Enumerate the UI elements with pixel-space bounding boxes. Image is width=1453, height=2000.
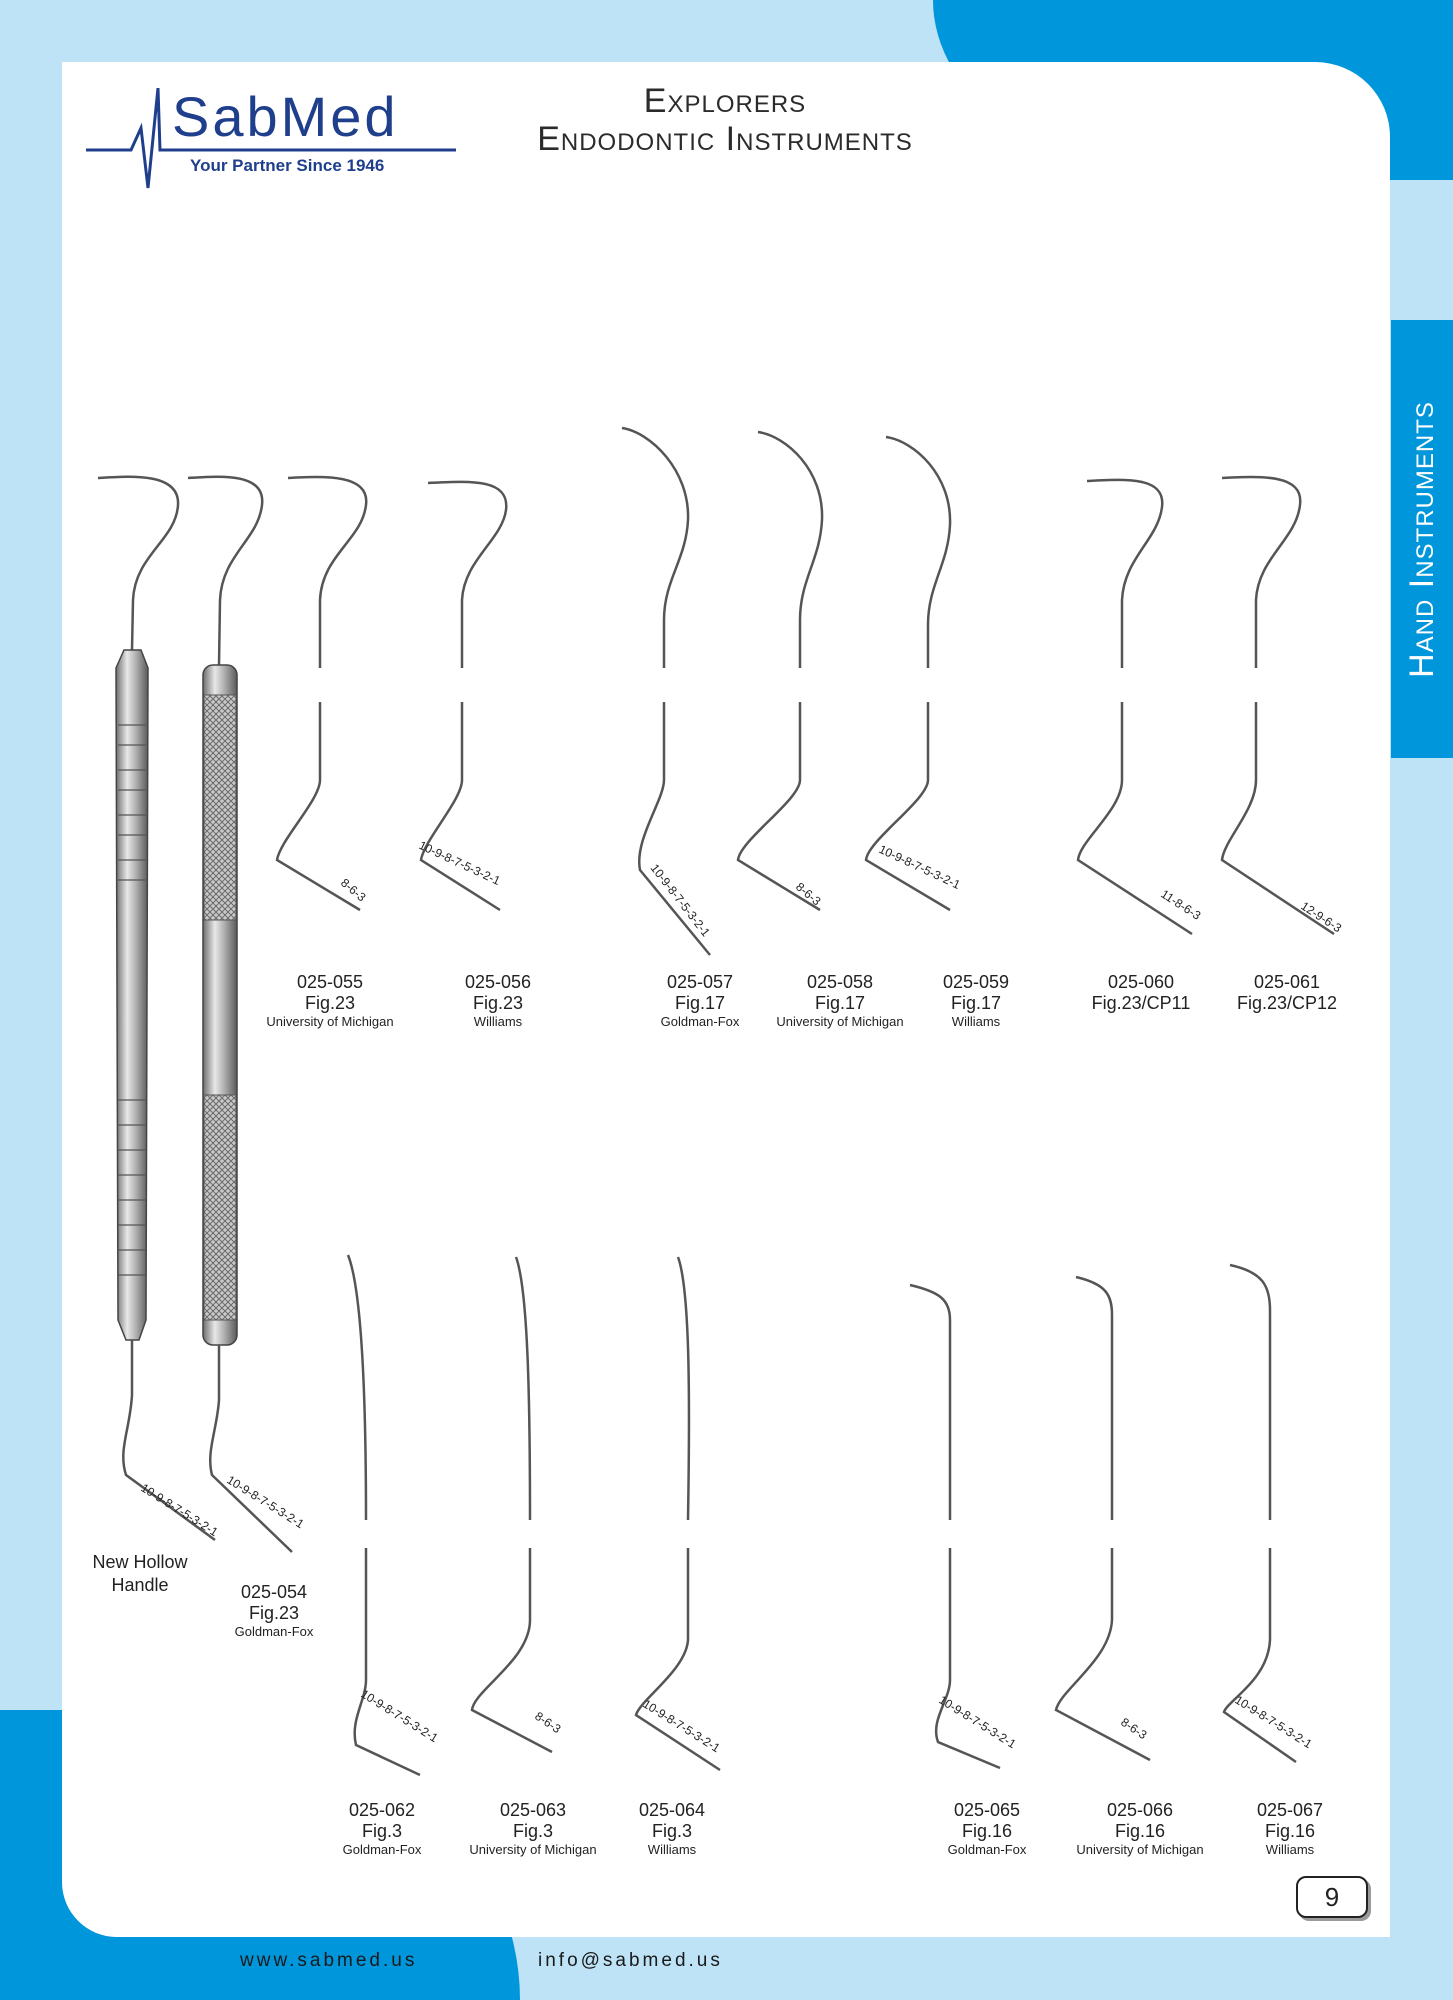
marks-025-064: 10-9-8-7-5-3-2-1 [640,1696,723,1756]
tip-025-060 [1078,480,1192,934]
marks-handle-hollow: 10-9-8-7-5-3-2-1 [138,1480,221,1540]
item-fig: Fig.17 [814,993,866,1013]
item-desc: Williams [1265,1842,1315,1857]
item-fig: Fig.16 [1114,1821,1166,1841]
marks-025-056: 10-9-8-7-5-3-2-1 [416,838,503,888]
item-desc: University of Michigan [469,1842,597,1857]
item-code: 025-062 [348,1800,416,1820]
caption-025-055 [250,972,410,1030]
hollow-handle-line1: New Hollow [92,1552,188,1572]
item-fig: Fig.17 [674,993,726,1013]
side-tab-label: Hand Instruments [1402,400,1441,678]
caption-025-065 [907,1800,1067,1858]
item-desc: University of Michigan [776,1014,904,1029]
item-desc: University of Michigan [266,1014,394,1029]
marks-025-066: 8-6-3 [1118,1714,1150,1743]
marks-025-058: 8-6-3 [793,879,824,909]
item-fig: Fig.3 [512,1821,554,1841]
item-desc: Williams [647,1842,697,1857]
footer-website[interactable]: www.sabmed.us [240,1950,418,1971]
tip-025-055 [277,477,366,910]
tip-025-059 [866,437,950,910]
item-fig: Fig.23/CP11 [1091,993,1191,1013]
item-fig: Fig.16 [1264,1821,1316,1841]
brand-tagline: Your Partner Since 1946 [190,156,385,175]
item-fig: Fig.3 [361,1821,403,1841]
caption-025-054 [194,1582,354,1640]
item-code: 025-060 [1107,972,1175,992]
marks-025-061: 12-9-6-3 [1298,898,1345,936]
brand-name: SabMed [172,85,399,148]
item-desc: University of Michigan [1076,1842,1204,1857]
item-desc: Goldman-Fox [947,1842,1027,1857]
item-code: 025-067 [1256,1800,1324,1820]
item-code: 025-056 [464,972,532,992]
item-fig: Fig.3 [651,1821,693,1841]
item-fig: Fig.23/CP12 [1236,993,1338,1013]
item-code: 025-063 [499,1800,567,1820]
item-code: 025-061 [1253,972,1321,992]
marks-025-060: 11-8-6-3 [1158,886,1204,923]
hollow-handle-instrument [98,477,215,1540]
caption-025-066 [1060,1800,1220,1858]
marks-025-063: 8-6-3 [532,1708,564,1737]
item-desc: Williams [473,1014,523,1029]
tip-025-067 [1224,1265,1296,1762]
marks-025-062: 10-9-8-7-5-3-2-1 [358,1686,441,1746]
item-fig: Fig.17 [950,993,1002,1013]
item-fig: Fig.23 [248,1603,300,1623]
caption-025-057 [620,972,780,1030]
marks-025-057: 10-9-8-7-5-3-2-1 [647,861,713,940]
tip-025-066 [1056,1277,1150,1760]
hollow-handle-note [78,1551,202,1597]
item-fig: Fig.16 [961,1821,1013,1841]
item-code: 025-064 [638,1800,706,1820]
caption-025-062 [302,1800,462,1858]
tip-025-063 [472,1257,552,1752]
item-code: 025-057 [666,972,734,992]
tip-025-065 [910,1285,1000,1768]
item-code: 025-065 [953,1800,1021,1820]
page-number: 9 [1296,1876,1368,1918]
caption-025-063 [453,1800,613,1858]
marks-025-054: 10-9-8-7-5-3-2-1 [224,1472,307,1532]
item-desc: Goldman-Fox [660,1014,740,1029]
caption-025-064 [592,1800,752,1858]
item-code: 025-054 [240,1582,308,1602]
item-code: 025-055 [296,972,364,992]
item-desc: Goldman-Fox [342,1842,422,1857]
caption-025-067 [1210,1800,1370,1858]
item-desc: Williams [951,1014,1001,1029]
item-code: 025-066 [1106,1800,1174,1820]
marks-025-065: 10-9-8-7-5-3-2-1 [936,1692,1019,1752]
marks-025-055: 8-6-3 [338,875,369,905]
page-title-line1: Explorers [643,82,807,120]
caption-025-059 [896,972,1056,1030]
tip-025-058 [738,432,822,910]
caption-025-061 [1207,972,1367,1014]
item-fig: Fig.23 [472,993,524,1013]
item-code: 025-058 [806,972,874,992]
caption-025-060 [1061,972,1221,1014]
hollow-handle-line2: Handle [111,1575,169,1595]
marks-025-067: 10-9-8-7-5-3-2-1 [1232,1692,1315,1752]
page-title-line2: Endodontic Instruments [537,120,913,158]
footer-email[interactable]: info@sabmed.us [538,1950,723,1971]
tip-025-064 [636,1257,723,1770]
item-code: 025-059 [942,972,1010,992]
caption-025-056 [418,972,578,1030]
item-fig: Fig.23 [304,993,356,1013]
tip-025-061 [1222,477,1334,934]
item-desc: Goldman-Fox [234,1624,314,1639]
marks-025-059: 10-9-8-7-5-3-2-1 [876,842,963,892]
